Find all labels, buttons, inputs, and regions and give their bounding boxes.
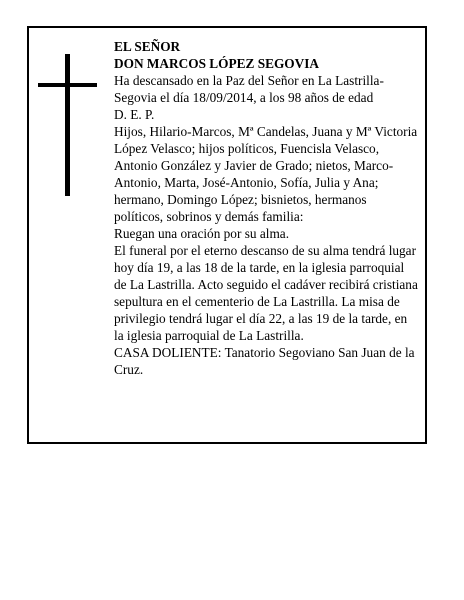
cross-icon-bar [38,83,97,87]
prayer-request: Ruegan una oración por su alma. [114,226,290,241]
rip-text: D. E. P. [114,107,155,122]
death-announcement: Ha descansado en la Paz del Señor en La Lastrilla-Segovia el día 18/09/2014, a los 98 años de edad [114,73,384,105]
deceased-name: DON MARCOS LÓPEZ SEGOVIA [114,56,320,71]
deceased-title: EL SEÑOR [114,39,181,54]
funeral-details: El funeral por el eterno descanso de su alma tendrá lugar hoy día 19, a las 18 de la tarde, en la iglesia parroquial de La Lastrilla. Acto seguido el cadáver recibirá cristiana sepultura en el cementerio de La Lastrilla. La misa de privilegio tendrá lugar el día 22, a las 19 de la tarde, en la iglesia parroquial de La Lastrilla. [114,243,418,343]
obituary-text [114,38,419,378]
cross-icon [65,54,70,196]
funeral-home: CASA DOLIENTE: Tanatorio Segoviano San Juan de la Cruz. [114,345,415,377]
family-list: Hijos, Hilario-Marcos, Mª Candelas, Juana y Mª Victoria López Velasco; hijos políticos, Fuencisla Velasco, Antonio González y Javier de Grado; nietos, Marco-Antonio, Marta, José-Antonio, Sofía, Julia y Ana; hermano, Domingo López; bisnietos, hermanos políticos, sobrinos y demás familia: [114,124,418,224]
